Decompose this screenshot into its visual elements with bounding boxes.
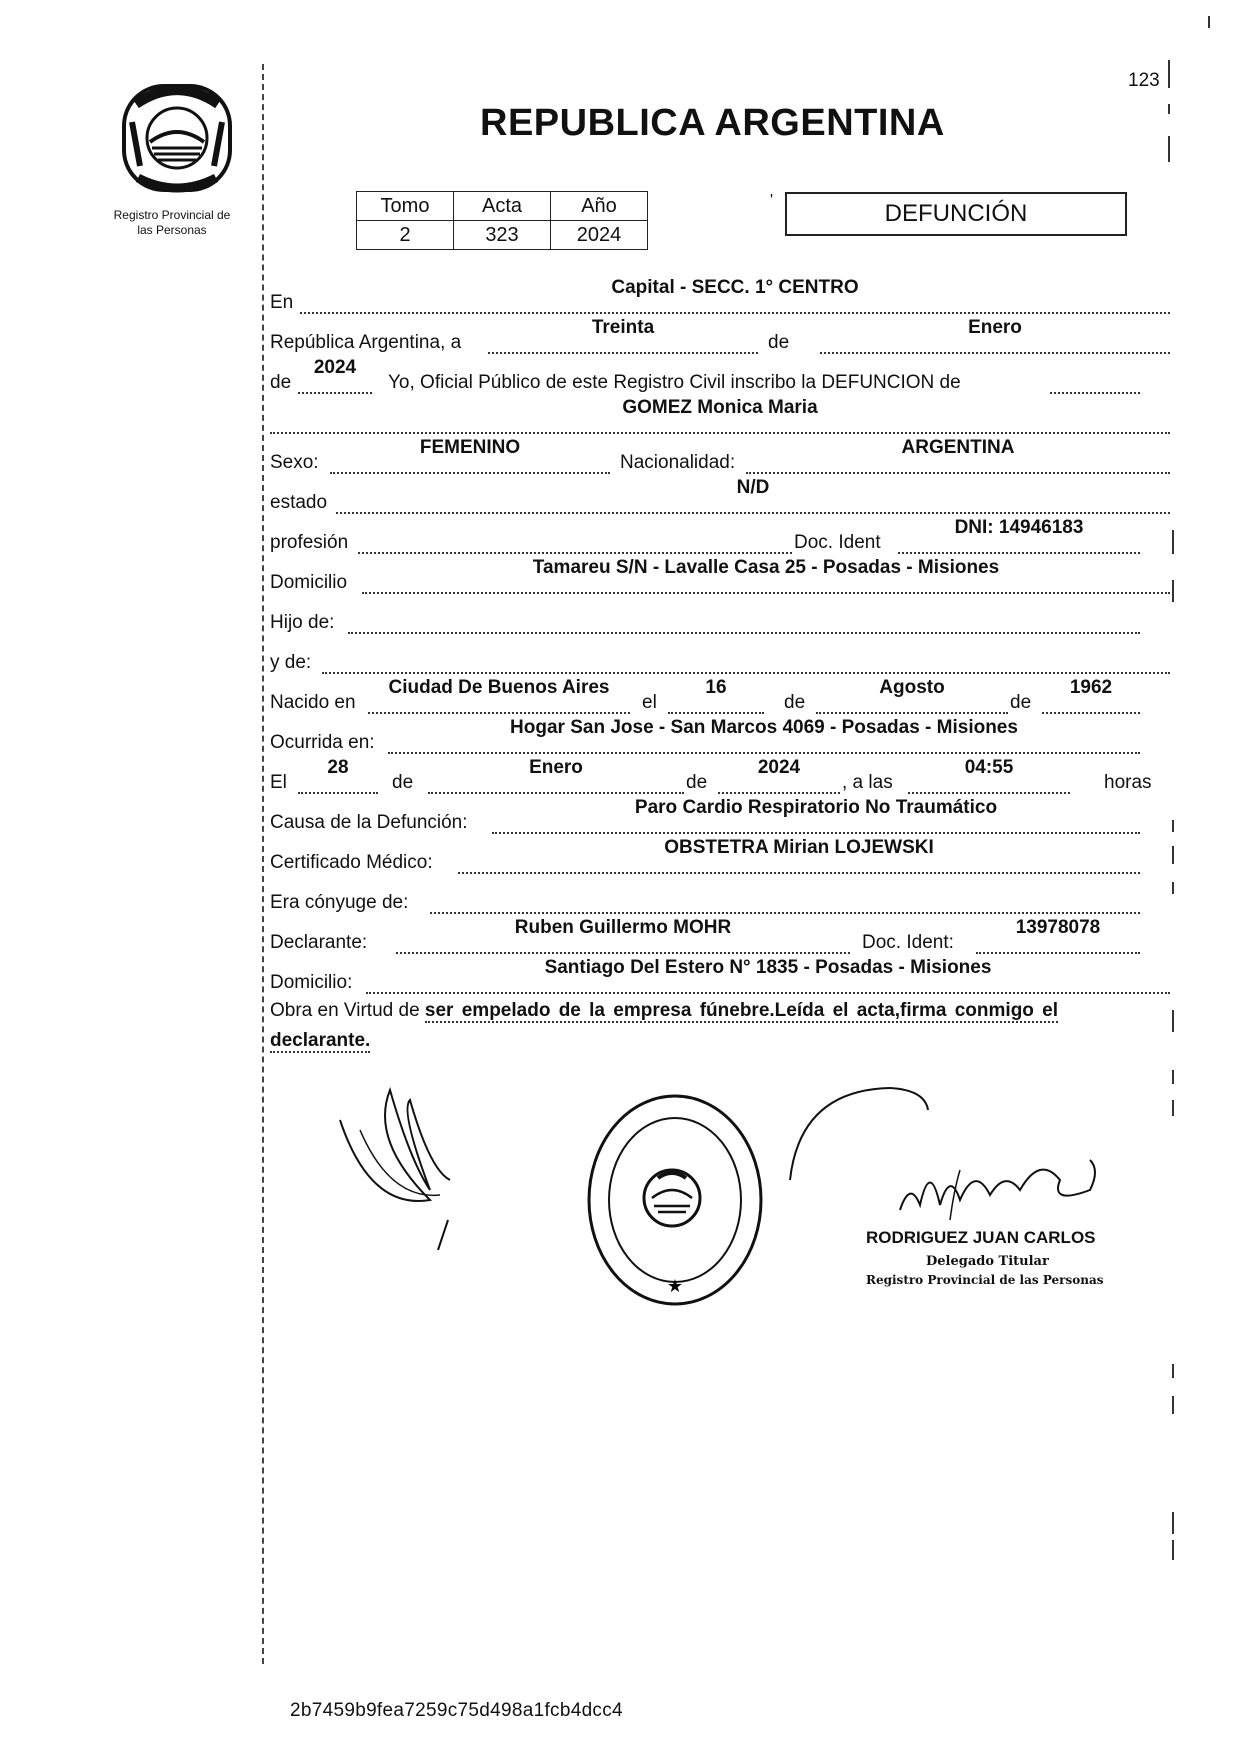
profesion-label: profesión xyxy=(270,532,349,553)
el-label: El xyxy=(270,772,287,793)
sexo-label: Sexo: xyxy=(270,452,319,473)
de2-label: de xyxy=(270,372,292,393)
horas-label: horas xyxy=(1104,772,1152,793)
row-decl-domicilio xyxy=(270,957,1170,994)
acta-label: Acta xyxy=(454,192,551,221)
nacido-en-value: Ciudad De Buenos Aires xyxy=(388,677,610,698)
row-conyuge xyxy=(270,884,1170,914)
register-table xyxy=(356,191,648,250)
a-las-label: , a las xyxy=(842,772,893,793)
document-hash: 2b7459b9fea7259c75d498a1fcb4dcc4 xyxy=(290,1700,623,1721)
conyuge-field xyxy=(430,888,1140,914)
fall-dia-field xyxy=(298,757,378,794)
y-de-label: y de: xyxy=(270,652,312,673)
row-obra-2 xyxy=(270,1030,1170,1052)
conyuge-label: Era cónyuge de: xyxy=(270,892,409,913)
mes-value: Enero xyxy=(968,317,1022,338)
decl-doc-label: Doc. Ident: xyxy=(862,932,954,953)
estado-field xyxy=(336,477,1170,514)
dia-value: Treinta xyxy=(591,317,655,338)
sexo-value: FEMENINO xyxy=(419,437,521,458)
row-causa xyxy=(270,797,1170,834)
en-label: En xyxy=(270,292,294,313)
acta-value: 323 xyxy=(454,221,551,250)
sexo-field xyxy=(330,437,610,474)
nac-anio-value: 1962 xyxy=(1069,677,1113,698)
row-sexo xyxy=(270,437,1170,474)
doc-ident-label: Doc. Ident xyxy=(794,532,881,553)
republica-label: República Argentina, a xyxy=(270,332,462,353)
nac-mes-value: Agosto xyxy=(879,677,945,698)
signatory-role: Delegado Titular xyxy=(926,1254,1049,1269)
signatory-signature xyxy=(890,1150,1110,1235)
tomo-value: 2 xyxy=(357,221,454,250)
row-obra xyxy=(270,1000,1170,1022)
row-yo xyxy=(270,357,1170,394)
signatory-name: RODRIGUEZ JUAN CARLOS xyxy=(866,1228,1096,1247)
row-profesion xyxy=(270,517,1170,554)
domicilio-value: Tamareu S/N - Lavalle Casa 25 - Posadas - Misiones xyxy=(532,557,1000,578)
svg-text:★: ★ xyxy=(666,1276,684,1297)
yo-blank xyxy=(1050,368,1140,394)
fall-hora-value: 04:55 xyxy=(964,757,1014,778)
doc-ident-value: DNI: 14946183 xyxy=(954,517,1084,538)
row-nombre xyxy=(270,397,1170,434)
decl-domicilio-label: Domicilio: xyxy=(270,972,353,993)
nac-dia-value: 16 xyxy=(705,677,727,698)
yo-text: Yo, Oficial Público de este Registro Civil inscribo la DEFUNCION de xyxy=(388,372,961,393)
fall-hora-field xyxy=(908,757,1070,794)
row-certificado xyxy=(270,837,1170,874)
dia-field xyxy=(488,317,758,354)
declarant-signature xyxy=(330,1080,480,1265)
page-number: 123 xyxy=(1128,70,1160,91)
row-y-de xyxy=(270,644,1170,674)
mes-field xyxy=(820,317,1170,354)
tick-mark: ' xyxy=(770,192,774,209)
nac-anio-field xyxy=(1042,677,1140,714)
domicilio-field xyxy=(362,557,1170,594)
fall-de2-label: de xyxy=(686,772,708,793)
signatory-block xyxy=(866,1228,1126,1287)
obra-label: Obra en Virtud de xyxy=(270,1000,420,1021)
org-caption-line2: las Personas xyxy=(137,223,207,237)
register-header-row xyxy=(357,192,648,221)
declarante-field xyxy=(396,917,850,954)
nacido-en-label: Nacido en xyxy=(270,692,356,713)
nac-mes-field xyxy=(816,677,1008,714)
nac-de-label: de xyxy=(784,692,806,713)
row-fallecimiento xyxy=(270,757,1170,794)
org-caption xyxy=(92,208,252,238)
row-domicilio xyxy=(270,557,1170,594)
domicilio-label: Domicilio xyxy=(270,572,348,593)
row-estado xyxy=(270,477,1170,514)
left-margin-line xyxy=(262,64,264,1664)
nombre-field xyxy=(270,397,1170,434)
ocurrida-field xyxy=(388,717,1140,754)
anio-value-text: 2024 xyxy=(313,357,357,378)
en-value: Capital - SECC. 1° CENTRO xyxy=(611,277,859,298)
fall-anio-value: 2024 xyxy=(757,757,801,778)
nac-el-label: el xyxy=(642,692,657,713)
row-ocurrida xyxy=(270,717,1170,754)
declarante-value: Ruben Guillermo MOHR xyxy=(514,917,732,938)
page-title: REPUBLICA ARGENTINA xyxy=(480,102,945,144)
nacionalidad-value: ARGENTINA xyxy=(901,437,1015,458)
row-en xyxy=(270,277,1170,314)
hijo-de-field xyxy=(348,608,1140,634)
org-caption-line1: Registro Provincial de xyxy=(113,208,231,222)
estado-value: N/D xyxy=(736,477,770,498)
nombre-value: GOMEZ Monica Maria xyxy=(622,397,818,418)
fall-de-label: de xyxy=(392,772,414,793)
certificado-field xyxy=(458,837,1140,874)
obra-line1: ser empelado de la empresa fúnebre.Leída el acta,firma conmigo el xyxy=(424,1000,1059,1021)
de-label: de xyxy=(768,332,790,353)
causa-label: Causa de la Defunción: xyxy=(270,812,468,833)
fall-mes-value: Enero xyxy=(529,757,583,778)
certificado-value: OBSTETRA Mirian LOJEWSKI xyxy=(664,837,934,858)
fall-dia-value: 28 xyxy=(327,757,349,778)
declarante-label: Declarante: xyxy=(270,932,368,953)
hijo-de-label: Hijo de: xyxy=(270,612,335,633)
record-type-box: DEFUNCIÓN xyxy=(785,192,1127,236)
official-stamp xyxy=(580,1090,770,1315)
nacido-en-field xyxy=(368,677,630,714)
profesion-field xyxy=(358,528,792,554)
certificado-label: Certificado Médico: xyxy=(270,852,433,873)
nac-dia-field xyxy=(668,677,764,714)
row-declarante xyxy=(270,917,1170,954)
row-hijo-de xyxy=(270,604,1170,634)
row-nacimiento xyxy=(270,677,1170,714)
nac-de2-label: de xyxy=(1010,692,1032,713)
causa-value: Paro Cardio Respiratorio No Traumático xyxy=(634,797,998,818)
fall-anio-field xyxy=(718,757,840,794)
nacionalidad-field xyxy=(746,437,1170,474)
register-value-row xyxy=(357,221,648,250)
decl-doc-value: 13978078 xyxy=(1015,917,1101,938)
province-seal-logo xyxy=(118,82,236,194)
fall-mes-field xyxy=(428,757,684,794)
decl-doc-field xyxy=(976,917,1140,954)
decl-domicilio-value: Santiago Del Estero N° 1835 - Posadas - Misiones xyxy=(544,957,992,978)
decl-domicilio-field xyxy=(366,957,1170,994)
en-field xyxy=(300,277,1170,314)
causa-field xyxy=(492,797,1140,834)
ocurrida-label: Ocurrida en: xyxy=(270,732,375,753)
y-de-field xyxy=(322,648,1170,674)
signatory-org: Registro Provincial de las Personas xyxy=(866,1273,1104,1287)
anio-field xyxy=(298,357,372,394)
tomo-label: Tomo xyxy=(357,192,454,221)
anio-value: 2024 xyxy=(551,221,648,250)
obra-line2: declarante. xyxy=(270,1030,371,1051)
row-fecha xyxy=(270,317,1170,354)
estado-label: estado xyxy=(270,492,328,513)
anio-label: Año xyxy=(551,192,648,221)
doc-ident-field xyxy=(898,517,1140,554)
ocurrida-value: Hogar San Jose - San Marcos 4069 - Posadas - Misiones xyxy=(510,717,1018,738)
nacionalidad-label: Nacionalidad: xyxy=(620,452,736,473)
